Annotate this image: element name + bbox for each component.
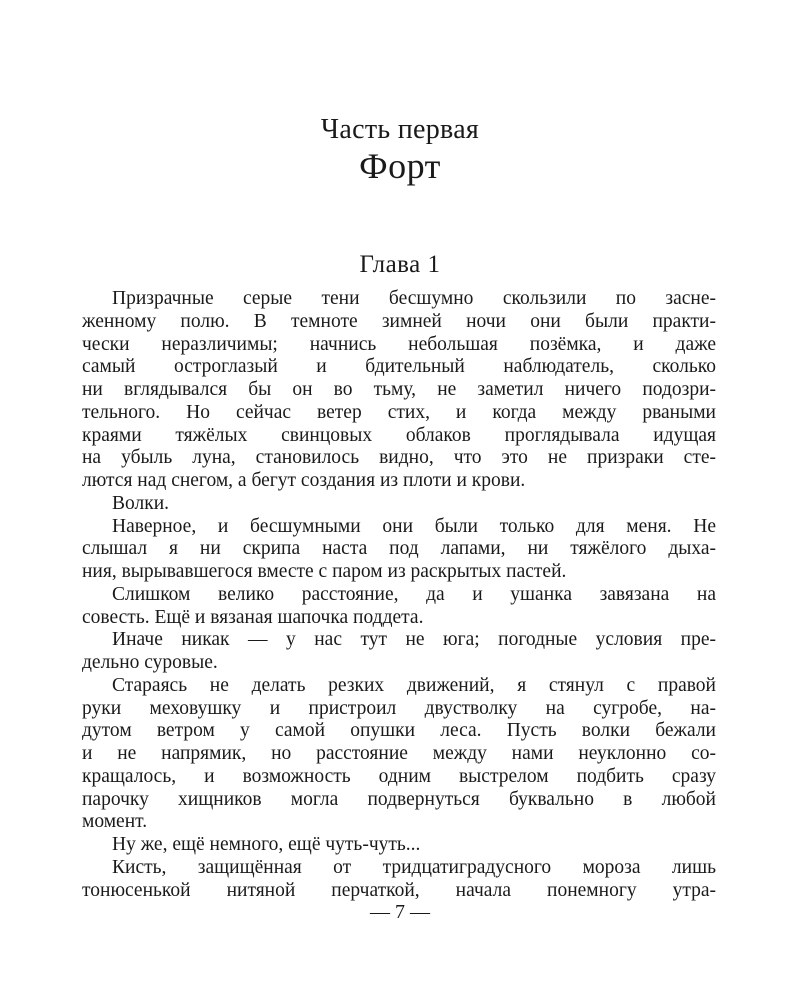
text-line: и не напрямик, но расстояние между нами неуклонно со- (82, 743, 716, 764)
text-line: Волки. (112, 492, 170, 514)
chapter-body-text (82, 288, 716, 902)
text-line: дутом ветром у самой опушки леса. Пусть волки бежали (82, 720, 716, 742)
text-line: Кисть, защищённая от тридцатиградусного мороза лишь (112, 856, 716, 878)
text-line: на убыль луна, становилось видно, что это не призраки сте- (82, 447, 716, 469)
text-line: Призрачные серые тени бесшумно скользили по засне- (112, 288, 716, 309)
text-line: Стараясь не делать резких движений, я стянул с правой (112, 674, 716, 696)
page-number: — 7 — (370, 901, 430, 923)
text-line: совесть. Ещё и вязаная шапочка поддета. (82, 606, 424, 628)
text-line: тонюсенькой нитяной перчаткой, начала понемногу утра- (82, 879, 716, 901)
text-line: слышал я ни скрипа наста под лапами, ни тяжёлого дыха- (82, 538, 716, 560)
text-line: чески неразличимы; начнись небольшая позёмка, и даже (82, 333, 716, 355)
text-line: ния, вырывавшегося вместе с паром из раскрытых пастей. (82, 561, 567, 582)
text-line: ни вглядывался бы он во тьму, не заметил ничего подозри- (82, 379, 716, 400)
text-line: лются над снегом, а бегут создания из плоти и крови. (82, 470, 526, 491)
text-line: женному полю. В темноте зимней ночи они были практи- (82, 310, 716, 332)
text-line: парочку хищников могла подвернуться буквально в любой (82, 788, 716, 810)
text-line: руки меховушку и пристроил двустволку на сугробе, на- (82, 697, 716, 719)
text-line: Ну же, ещё немного, ещё чуть-чуть... (112, 834, 421, 855)
text-line: дельно суровые. (82, 652, 218, 673)
text-line: Наверное, и бесшумными они были только для меня. Не (112, 515, 716, 537)
text-line: тельного. Но сейчас ветер стих, и когда между рваными (82, 401, 716, 423)
text-line: Иначе никак — у нас тут не юга; погодные условия пре- (112, 629, 716, 651)
part-title: Форт (359, 146, 441, 186)
text-line: момент. (82, 811, 148, 833)
text-line: Слишком велико расстояние, да и ушанка завязана на (112, 583, 716, 605)
text-line: самый остроглазый и бдительный наблюдатель, сколько (82, 356, 716, 378)
text-line: кращалось, и возможность одним выстрелом подбить сразу (82, 765, 716, 787)
text-line: краями тяжёлых свинцовых облаков проглядывала идущая (82, 424, 716, 446)
chapter-title: Глава 1 (359, 251, 441, 278)
part-label: Часть первая (320, 114, 480, 145)
